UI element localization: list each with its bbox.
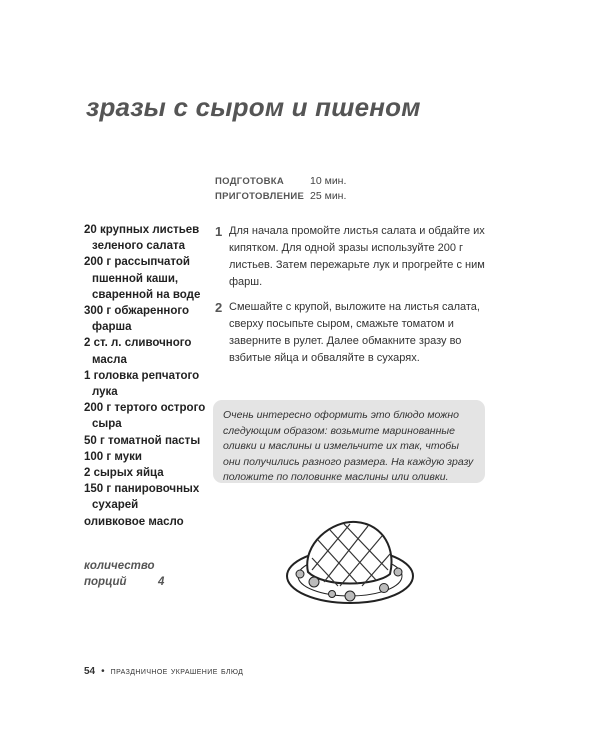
method-step bbox=[215, 299, 495, 367]
prep-time-row bbox=[215, 174, 346, 189]
servings-label-line1: количество bbox=[84, 560, 155, 572]
olive-half bbox=[329, 591, 336, 598]
step-text: Для начала промойте листья салата и обдайте их кипятком. Для одной зразы используйте 200 г листьев. Затем пережарьте лук и прогрейте с ним фарш. bbox=[229, 225, 485, 288]
footer-separator: • bbox=[101, 666, 105, 677]
servings bbox=[84, 558, 165, 590]
step-number: 2 bbox=[215, 300, 223, 315]
ingredient-item: 200 г рассыпчатой пшенной каши, сваренной на воде bbox=[84, 256, 201, 301]
page-number: 54 bbox=[84, 666, 96, 677]
ingredient-list bbox=[84, 222, 209, 530]
ingredient-item: 150 г панировочных сухарей bbox=[84, 483, 200, 512]
ingredient-item: 300 г обжаренного фарша bbox=[84, 305, 190, 334]
prep-time-label: ПОДГОТОВКА bbox=[215, 176, 284, 187]
servings-value: 4 bbox=[158, 576, 165, 588]
ingredient-item: 100 г муки bbox=[84, 450, 142, 463]
cook-time-value: 25 мин. bbox=[310, 190, 347, 202]
prep-time-value: 10 мин. bbox=[310, 175, 347, 187]
cook-time-label: ПРИГОТОВЛЕНИЕ bbox=[215, 191, 305, 202]
ingredient-item: оливковое масло bbox=[84, 515, 184, 528]
dish-illustration bbox=[280, 510, 420, 610]
time-info bbox=[215, 174, 346, 204]
olive-half bbox=[380, 584, 389, 593]
step-text: Смешайте с крупой, выложите на листья салата, сверху посыпьте сыром, смажьте томатом и заверните в рулет. Далее обмакните зразу во взбитые яйца и обваляйте в сухарях. bbox=[229, 301, 480, 364]
ingredient-item: 200 г тертого острого сыра bbox=[84, 402, 206, 431]
chapter-title: праздничное украшение блюд bbox=[110, 666, 244, 677]
step-number: 1 bbox=[215, 224, 223, 239]
method-step bbox=[215, 223, 495, 291]
ingredient-item: 50 г томатной пасты bbox=[84, 434, 201, 447]
method-steps bbox=[215, 223, 495, 375]
ingredient-item: 2 сырых яйца bbox=[84, 467, 164, 480]
olive-half bbox=[345, 591, 355, 601]
ingredient-item: 1 головка репчатого лука bbox=[84, 369, 200, 399]
tip-box: Очень интересно оформить это блюдо можно следующим образом: возьмите маринованные оливки и маслины и измельчите их так, чтобы они получились разного размера. На каждую зразу положите по половинке маслины или оливки. bbox=[213, 400, 485, 483]
page-footer bbox=[84, 666, 243, 677]
recipe-title: зразы с сыром и пшеном bbox=[86, 92, 421, 122]
olive-half bbox=[309, 577, 319, 587]
olive-half bbox=[394, 568, 402, 576]
servings-label-line2: порций bbox=[84, 576, 127, 588]
ingredient-item: 2 ст. л. сливочного масла bbox=[84, 337, 192, 366]
cook-time-row bbox=[215, 189, 346, 204]
olive-half bbox=[296, 570, 304, 578]
ingredient-item: 20 крупных листьев зеленого салата bbox=[84, 224, 200, 253]
